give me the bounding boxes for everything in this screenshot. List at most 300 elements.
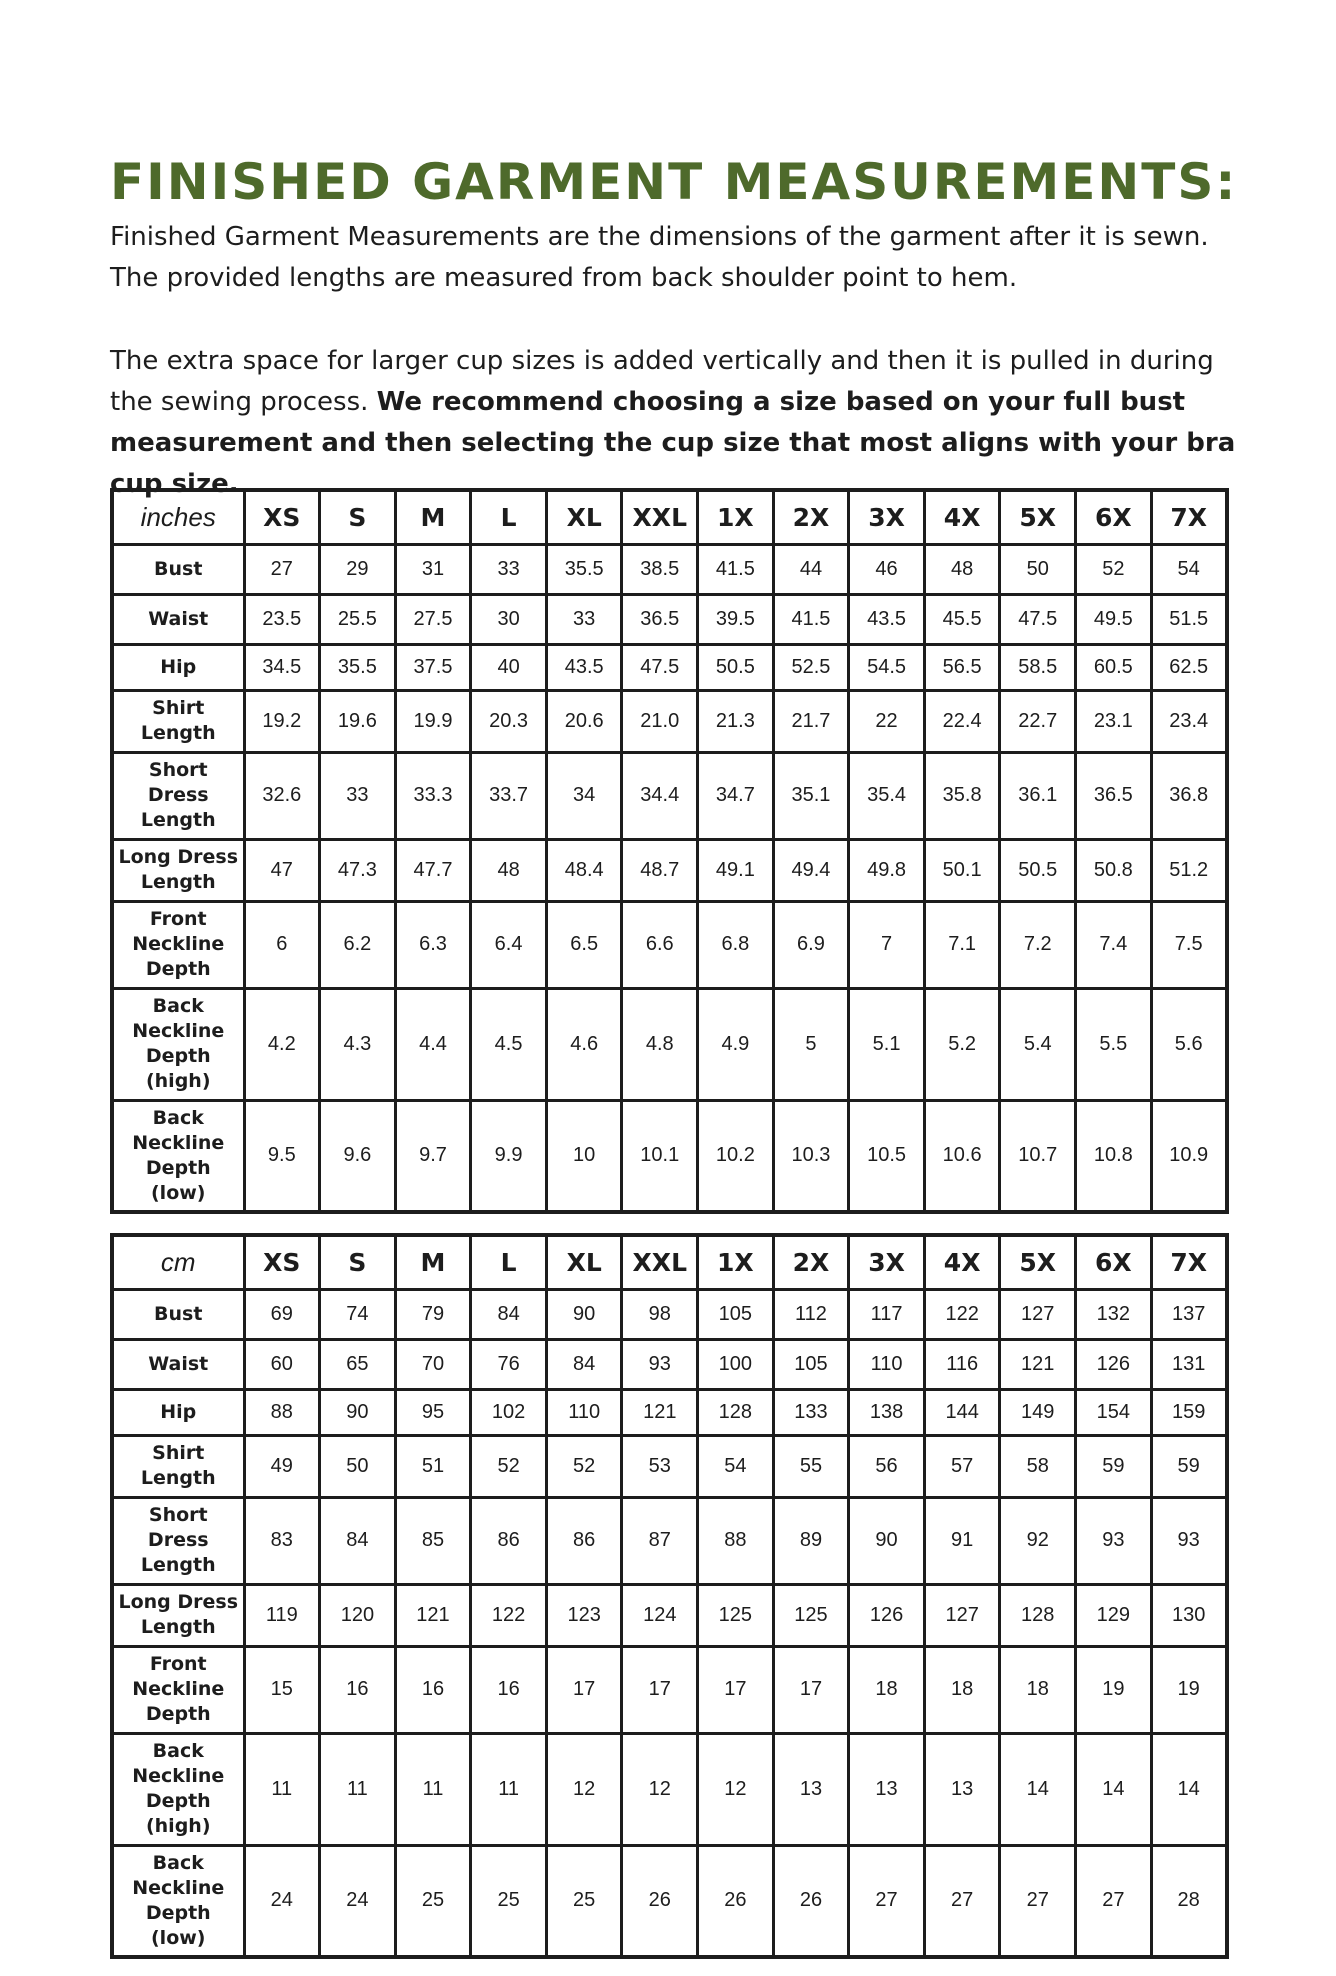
row-label-line: (low) [151, 1926, 206, 1949]
measurement-cell: 33.7 [471, 752, 547, 839]
measurement-cell: 69 [244, 1289, 320, 1339]
measurement-cell: 9.6 [320, 1100, 396, 1212]
measurement-cell: 144 [924, 1389, 1000, 1435]
size-header: 3X [849, 1235, 925, 1289]
size-header: S [320, 490, 396, 544]
measurement-cell: 102 [471, 1389, 547, 1435]
size-header: 7X [1151, 490, 1227, 544]
row-label-line: Neckline [132, 1678, 225, 1700]
measurement-cell: 45.5 [924, 594, 1000, 644]
measurement-cell: 4.2 [244, 988, 320, 1100]
measurement-cell: 25 [395, 1845, 471, 1957]
measurement-cell: 21.7 [773, 690, 849, 752]
measurement-cell: 4.8 [622, 988, 698, 1100]
measurement-cell: 123 [546, 1584, 622, 1646]
measurement-cell: 110 [849, 1339, 925, 1389]
measurement-cell: 132 [1076, 1289, 1152, 1339]
row-label [112, 644, 244, 690]
measurement-cell: 14 [1076, 1733, 1152, 1845]
measurement-cell: 29 [320, 544, 396, 594]
size-header: 5X [1000, 490, 1076, 544]
measurement-cell: 110 [546, 1389, 622, 1435]
measurement-cell: 11 [471, 1733, 547, 1845]
row-label-line: Depth [145, 1045, 211, 1067]
measurement-cell: 131 [1151, 1339, 1227, 1389]
measurement-cell: 9.9 [471, 1100, 547, 1212]
measurement-cell: 39.5 [698, 594, 774, 644]
measurement-cell: 48.4 [546, 839, 622, 901]
measurement-cell: 27.5 [395, 594, 471, 644]
measurement-cell: 52 [546, 1435, 622, 1497]
measurement-cell: 10.3 [773, 1100, 849, 1212]
measurement-cell: 35.5 [320, 644, 396, 690]
measurement-cell: 50.5 [1000, 839, 1076, 901]
measurement-cell: 54.5 [849, 644, 925, 690]
row-label-line: Depth [145, 1901, 211, 1924]
row-label [112, 1339, 244, 1389]
measurement-cell: 48.7 [622, 839, 698, 901]
measurement-cell: 16 [395, 1646, 471, 1733]
measurement-cell: 6 [244, 901, 320, 988]
row-label [112, 1497, 244, 1584]
measurement-cell: 18 [924, 1646, 1000, 1733]
measurement-cell: 25 [471, 1845, 547, 1957]
measurement-cell: 18 [849, 1646, 925, 1733]
row-label-line: Back [152, 1106, 204, 1129]
size-header: 5X [1000, 1235, 1076, 1289]
measurement-cell: 6.9 [773, 901, 849, 988]
measurement-cell: 47.5 [1000, 594, 1076, 644]
measurement-cell: 84 [320, 1497, 396, 1584]
row-label-line: Short [148, 1504, 208, 1526]
unit-label: cm [112, 1235, 244, 1289]
size-header: L [471, 490, 547, 544]
measurement-cell: 5 [773, 988, 849, 1100]
measurement-cell: 36.1 [1000, 752, 1076, 839]
row-label-line: (high) [145, 1070, 211, 1092]
size-header: S [320, 1235, 396, 1289]
measurement-cell: 32.6 [244, 752, 320, 839]
measurement-cell: 10.5 [849, 1100, 925, 1212]
row-label-line: Front [149, 908, 207, 930]
measurement-cell: 93 [622, 1339, 698, 1389]
row-label-line: Length [140, 1467, 216, 1489]
measurement-cell: 7.5 [1151, 901, 1227, 988]
row-label-line: Depth [145, 1790, 211, 1812]
measurement-cell: 84 [546, 1339, 622, 1389]
measurement-cell: 122 [471, 1584, 547, 1646]
measurement-cell: 128 [1000, 1584, 1076, 1646]
row-label-line: Length [140, 722, 216, 744]
table-row [112, 901, 1227, 988]
measurement-cell: 4.5 [471, 988, 547, 1100]
measurement-cell: 18 [1000, 1646, 1076, 1733]
size-recommendation: We recommend choosing a size based on your full bust measurement and then selecting the cup size that most aligns with your bra cup size. [110, 387, 1236, 499]
cup-size-paragraph [110, 341, 1240, 505]
measurement-cell: 24 [320, 1845, 396, 1957]
measurement-cell: 27 [924, 1845, 1000, 1957]
size-header: M [395, 490, 471, 544]
measurement-cell: 22.7 [1000, 690, 1076, 752]
row-label [112, 1584, 244, 1646]
measurement-cell: 6.8 [698, 901, 774, 988]
measurement-cell: 120 [320, 1584, 396, 1646]
row-label-line: Neckline [132, 1131, 225, 1154]
row-label [112, 1289, 244, 1339]
measurement-cell: 52.5 [773, 644, 849, 690]
measurement-cell: 31 [395, 544, 471, 594]
measurement-cell: 26 [773, 1845, 849, 1957]
table-row [112, 1733, 1227, 1845]
row-label-line: Length [140, 871, 216, 893]
measurement-cell: 54 [1151, 544, 1227, 594]
measurement-cell: 149 [1000, 1389, 1076, 1435]
measurement-cell: 41.5 [698, 544, 774, 594]
measurement-cell: 6.2 [320, 901, 396, 988]
measurement-cell: 33 [546, 594, 622, 644]
row-label-line: Bust [154, 557, 203, 580]
size-header: 1X [698, 1235, 774, 1289]
measurement-cell: 83 [244, 1497, 320, 1584]
measurement-cell: 11 [320, 1733, 396, 1845]
measurement-cell: 38.5 [622, 544, 698, 594]
measurement-cell: 4.6 [546, 988, 622, 1100]
measurement-cell: 27 [1000, 1845, 1076, 1957]
row-label [112, 988, 244, 1100]
measurement-cell: 90 [546, 1289, 622, 1339]
measurement-cell: 88 [244, 1389, 320, 1435]
measurement-cell: 65 [320, 1339, 396, 1389]
measurement-cell: 85 [395, 1497, 471, 1584]
measurement-cell: 10.6 [924, 1100, 1000, 1212]
row-label-line: Long Dress [118, 1591, 239, 1613]
row-label-line: Depth [145, 1156, 211, 1179]
measurement-cell: 16 [471, 1646, 547, 1733]
measurement-cell: 49.1 [698, 839, 774, 901]
size-header: 4X [924, 1235, 1000, 1289]
measurement-cell: 43.5 [849, 594, 925, 644]
row-label-line: Back [152, 995, 204, 1017]
measurement-cell: 133 [773, 1389, 849, 1435]
table-row [112, 1289, 1227, 1339]
measurement-cell: 6.5 [546, 901, 622, 988]
measurement-cell: 49.8 [849, 839, 925, 901]
measurement-cell: 88 [698, 1497, 774, 1584]
measurement-cell: 27 [849, 1845, 925, 1957]
measurement-cell: 105 [773, 1339, 849, 1389]
measurement-cell: 49.5 [1076, 594, 1152, 644]
row-label-line: Length [140, 1616, 216, 1638]
measurement-cell: 74 [320, 1289, 396, 1339]
measurement-cell: 44 [773, 544, 849, 594]
row-label [112, 752, 244, 839]
measurement-cell: 10 [546, 1100, 622, 1212]
size-header: 6X [1076, 1235, 1152, 1289]
row-label [112, 594, 244, 644]
measurement-cell: 122 [924, 1289, 1000, 1339]
measurement-cell: 21.0 [622, 690, 698, 752]
table-row [112, 1845, 1227, 1957]
row-label-line: Neckline [132, 1876, 225, 1899]
size-header: 2X [773, 490, 849, 544]
measurement-cell: 49.4 [773, 839, 849, 901]
measurement-cell: 50.8 [1076, 839, 1152, 901]
measurement-cell: 48 [471, 839, 547, 901]
measurement-cell: 9.7 [395, 1100, 471, 1212]
measurement-cell: 5.5 [1076, 988, 1152, 1100]
size-header: XL [546, 490, 622, 544]
table-row [112, 988, 1227, 1100]
measurement-cell: 126 [1076, 1339, 1152, 1389]
row-label-line: Dress [147, 784, 209, 806]
measurement-cell: 17 [546, 1646, 622, 1733]
measurement-cell: 91 [924, 1497, 1000, 1584]
table-row [112, 690, 1227, 752]
measurement-cell: 13 [924, 1733, 1000, 1845]
size-header: 7X [1151, 1235, 1227, 1289]
measurement-cell: 95 [395, 1389, 471, 1435]
measurement-cell: 121 [1000, 1339, 1076, 1389]
row-label-line: Neckline [132, 933, 225, 955]
measurement-cell: 117 [849, 1289, 925, 1339]
measurement-cell: 34.4 [622, 752, 698, 839]
measurement-cell: 59 [1151, 1435, 1227, 1497]
measurement-cell: 52 [1076, 544, 1152, 594]
row-label-line: Front [149, 1653, 207, 1675]
measurement-cell: 4.9 [698, 988, 774, 1100]
measurement-cell: 34.7 [698, 752, 774, 839]
measurement-cell: 60 [244, 1339, 320, 1389]
intro-paragraph: Finished Garment Measurements are the dimensions of the garment after it is sewn. The provided lengths are measured from back shoulder point to hem. [110, 222, 1209, 293]
measurement-cell: 51 [395, 1435, 471, 1497]
measurement-cell: 58 [1000, 1435, 1076, 1497]
measurement-cell: 20.3 [471, 690, 547, 752]
row-label-line: Waist [148, 607, 209, 630]
row-label-line: (high) [145, 1815, 211, 1837]
measurement-cell: 105 [698, 1289, 774, 1339]
measurement-cell: 50 [320, 1435, 396, 1497]
row-label [112, 690, 244, 752]
measurement-cell: 19.6 [320, 690, 396, 752]
size-header: 4X [924, 490, 1000, 544]
measurement-cell: 13 [849, 1733, 925, 1845]
measurement-cell: 7.4 [1076, 901, 1152, 988]
measurement-cell: 128 [698, 1389, 774, 1435]
measurement-cell: 47.7 [395, 839, 471, 901]
measurement-cell: 33 [471, 544, 547, 594]
size-header: 1X [698, 490, 774, 544]
measurement-cell: 159 [1151, 1389, 1227, 1435]
header-row [112, 1235, 1227, 1289]
measurement-cell: 24 [244, 1845, 320, 1957]
cm-measurement-table [110, 1233, 1229, 1959]
measurement-cell: 6.6 [622, 901, 698, 988]
measurement-cell: 79 [395, 1289, 471, 1339]
measurement-cell: 33.3 [395, 752, 471, 839]
measurement-cell: 15 [244, 1646, 320, 1733]
table-row [112, 1497, 1227, 1584]
size-header: 3X [849, 490, 925, 544]
row-label [112, 839, 244, 901]
measurement-cell: 14 [1151, 1733, 1227, 1845]
table-row [112, 752, 1227, 839]
measurement-cell: 62.5 [1151, 644, 1227, 690]
measurement-cell: 41.5 [773, 594, 849, 644]
measurement-cell: 5.2 [924, 988, 1000, 1100]
table-row [112, 1584, 1227, 1646]
row-label-line: Hip [160, 1400, 197, 1423]
measurement-cell: 126 [849, 1584, 925, 1646]
measurement-cell: 4.3 [320, 988, 396, 1100]
table-row [112, 544, 1227, 594]
table-row [112, 1646, 1227, 1733]
measurement-cell: 33 [320, 752, 396, 839]
measurement-cell: 22.4 [924, 690, 1000, 752]
row-label-line: Length [140, 1554, 216, 1576]
measurement-cell: 35.1 [773, 752, 849, 839]
measurement-cell: 17 [622, 1646, 698, 1733]
row-label-line: Neckline [132, 1765, 225, 1787]
measurement-cell: 127 [1000, 1289, 1076, 1339]
measurement-cell: 23.1 [1076, 690, 1152, 752]
measurement-cell: 11 [244, 1733, 320, 1845]
row-label [112, 1435, 244, 1497]
measurement-cell: 46 [849, 544, 925, 594]
row-label [112, 1733, 244, 1845]
row-label [112, 1389, 244, 1435]
measurement-cell: 112 [773, 1289, 849, 1339]
measurement-cell: 125 [698, 1584, 774, 1646]
measurement-cell: 60.5 [1076, 644, 1152, 690]
measurement-cell: 27 [244, 544, 320, 594]
measurement-cell: 137 [1151, 1289, 1227, 1339]
measurement-cell: 121 [395, 1584, 471, 1646]
measurement-cell: 34 [546, 752, 622, 839]
table-row [112, 644, 1227, 690]
measurement-cell: 57 [924, 1435, 1000, 1497]
measurement-cell: 4.4 [395, 988, 471, 1100]
size-header: L [471, 1235, 547, 1289]
measurement-cell: 14 [1000, 1733, 1076, 1845]
measurement-cell: 23.5 [244, 594, 320, 644]
measurement-cell: 50.5 [698, 644, 774, 690]
measurement-cell: 100 [698, 1339, 774, 1389]
table-row [112, 1435, 1227, 1497]
measurement-cell: 10.7 [1000, 1100, 1076, 1212]
row-label-line: Back [152, 1740, 204, 1762]
measurement-cell: 50 [1000, 544, 1076, 594]
measurement-cell: 50.1 [924, 839, 1000, 901]
measurement-cell: 10.9 [1151, 1100, 1227, 1212]
row-label-line: Depth [145, 958, 211, 980]
size-header: XXL [622, 490, 698, 544]
size-header: XS [244, 490, 320, 544]
row-label-line: Back [152, 1851, 204, 1874]
inches-measurement-table [110, 488, 1229, 1214]
row-label-line: Shirt [152, 697, 205, 719]
measurement-cell: 53 [622, 1435, 698, 1497]
measurement-cell: 90 [320, 1389, 396, 1435]
row-label-line: Hip [160, 655, 197, 678]
measurement-cell: 35.4 [849, 752, 925, 839]
measurement-cell: 76 [471, 1339, 547, 1389]
measurement-cell: 36.8 [1151, 752, 1227, 839]
measurement-cell: 48 [924, 544, 1000, 594]
measurement-cell: 12 [546, 1733, 622, 1845]
measurement-cell: 84 [471, 1289, 547, 1339]
measurement-cell: 19 [1151, 1646, 1227, 1733]
row-label-line: Waist [148, 1352, 209, 1375]
row-label [112, 1646, 244, 1733]
measurement-cell: 12 [622, 1733, 698, 1845]
measurement-cell: 47 [244, 839, 320, 901]
measurement-cell: 16 [320, 1646, 396, 1733]
table-row [112, 594, 1227, 644]
measurement-cell: 26 [622, 1845, 698, 1957]
measurement-cell: 154 [1076, 1389, 1152, 1435]
measurement-cell: 93 [1076, 1497, 1152, 1584]
size-header: 6X [1076, 490, 1152, 544]
header-row [112, 490, 1227, 544]
measurement-cell: 21.3 [698, 690, 774, 752]
measurement-cell: 35.5 [546, 544, 622, 594]
row-label-line: Neckline [132, 1020, 225, 1042]
measurement-cell: 116 [924, 1339, 1000, 1389]
table-row [112, 1389, 1227, 1435]
measurement-cell: 13 [773, 1733, 849, 1845]
row-label-line: Shirt [152, 1442, 205, 1464]
measurement-cell: 30 [471, 594, 547, 644]
measurement-cell: 49 [244, 1435, 320, 1497]
measurement-cell: 10.2 [698, 1100, 774, 1212]
measurement-cell: 90 [849, 1497, 925, 1584]
measurement-cell: 34.5 [244, 644, 320, 690]
measurement-cell: 138 [849, 1389, 925, 1435]
measurement-cell: 130 [1151, 1584, 1227, 1646]
measurement-cell: 43.5 [546, 644, 622, 690]
measurement-cell: 119 [244, 1584, 320, 1646]
measurement-cell: 19.2 [244, 690, 320, 752]
row-label-line: (low) [151, 1181, 206, 1204]
measurement-cell: 129 [1076, 1584, 1152, 1646]
size-header: XL [546, 1235, 622, 1289]
measurement-cell: 47.5 [622, 644, 698, 690]
row-label [112, 1845, 244, 1957]
cup-size-text: The extra space for larger cup sizes is added vertically and then it is pulled in during the sewing process. [110, 346, 1214, 417]
row-label-line: Short [148, 759, 208, 781]
measurement-cell: 55 [773, 1435, 849, 1497]
measurement-cell: 54 [698, 1435, 774, 1497]
measurement-cell: 93 [1151, 1497, 1227, 1584]
measurement-cell: 28 [1151, 1845, 1227, 1957]
row-label [112, 544, 244, 594]
measurement-cell: 121 [622, 1389, 698, 1435]
row-label-line: Bust [154, 1302, 203, 1325]
measurement-cell: 11 [395, 1733, 471, 1845]
measurement-cell: 7 [849, 901, 925, 988]
measurement-cell: 35.8 [924, 752, 1000, 839]
measurement-cell: 10.8 [1076, 1100, 1152, 1212]
size-header: XXL [622, 1235, 698, 1289]
measurement-cell: 125 [773, 1584, 849, 1646]
measurement-cell: 59 [1076, 1435, 1152, 1497]
measurement-cell: 5.6 [1151, 988, 1227, 1100]
table-row [112, 1100, 1227, 1212]
measurement-cell: 6.3 [395, 901, 471, 988]
page-title: FINISHED GARMENT MEASUREMENTS: [110, 152, 1238, 211]
measurement-cell: 5.4 [1000, 988, 1076, 1100]
measurement-cell: 36.5 [622, 594, 698, 644]
